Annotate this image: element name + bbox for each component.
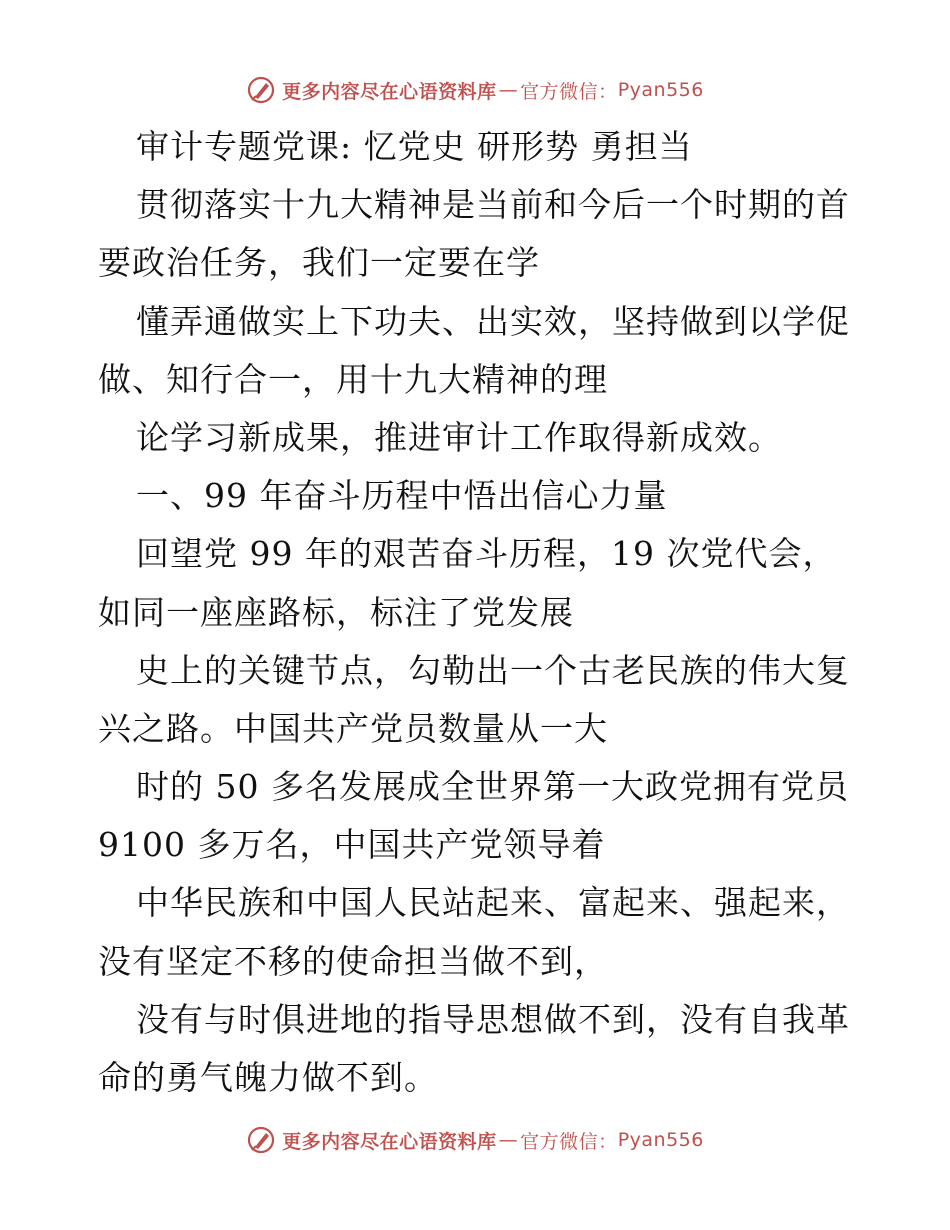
doc-line-6: 论学习新成果，推进审计工作取得新成效。: [136, 417, 782, 457]
banner-separator: —: [498, 79, 519, 101]
doc-line-5: 做、知行合一，用十九大精神的理: [98, 359, 608, 399]
banner-wechat-id: Pyan556: [617, 79, 704, 101]
banner-wechat-label: 官方微信：: [520, 1130, 618, 1153]
doc-line-12: 时的 50 多名发展成全世界第一大政党拥有党员: [136, 767, 849, 807]
doc-line-2: 贯彻落实十九大精神是当前和今后一个时期的首: [136, 185, 850, 225]
quill-pen-icon: [246, 1125, 276, 1155]
doc-line-7: 一、99 年奋斗历程中悟出信心力量: [136, 476, 668, 516]
doc-line-10: 史上的关键节点，勾勒出一个古老民族的伟大复: [136, 650, 850, 690]
banner-brand-text: 更多内容尽在心语资料库: [282, 80, 497, 103]
banner-brand-text: 更多内容尽在心语资料库: [282, 1130, 497, 1153]
doc-line-3: 要政治任务，我们一定要在学: [98, 243, 540, 283]
doc-line-15: 没有坚定不移的使命担当做不到，: [98, 941, 608, 981]
doc-line-17: 命的勇气魄力做不到。: [98, 1058, 438, 1097]
doc-line-8: 回望党 99 年的艰苦奋斗历程，19 次党代会，: [136, 534, 837, 574]
doc-line-14: 中华民族和中国人民站起来、富起来、强起来，: [136, 883, 850, 923]
doc-line-11: 兴之路。中国共产党员数量从一大: [98, 708, 608, 748]
quill-pen-icon: [246, 75, 276, 105]
banner-wechat-label: 官方微信：: [520, 80, 618, 103]
header-watermark-banner: [0, 70, 950, 110]
banner-wechat-id: Pyan556: [617, 1129, 704, 1151]
doc-line-1: 审计专题党课: 忆党史 研形势 勇担当: [136, 127, 693, 166]
doc-line-4: 懂弄通做实上下功夫、出实效，坚持做到以学促: [136, 301, 850, 341]
document-body: [98, 118, 868, 1107]
doc-line-13: 9100 多万名，中国共产党领导着: [98, 825, 606, 865]
banner-separator: —: [498, 1129, 519, 1151]
doc-line-16: 没有与时俱进地的指导思想做不到，没有自我革: [136, 999, 850, 1039]
doc-line-9: 如同一座座路标，标注了党发展: [98, 592, 574, 632]
footer-watermark-banner: [0, 1120, 950, 1160]
